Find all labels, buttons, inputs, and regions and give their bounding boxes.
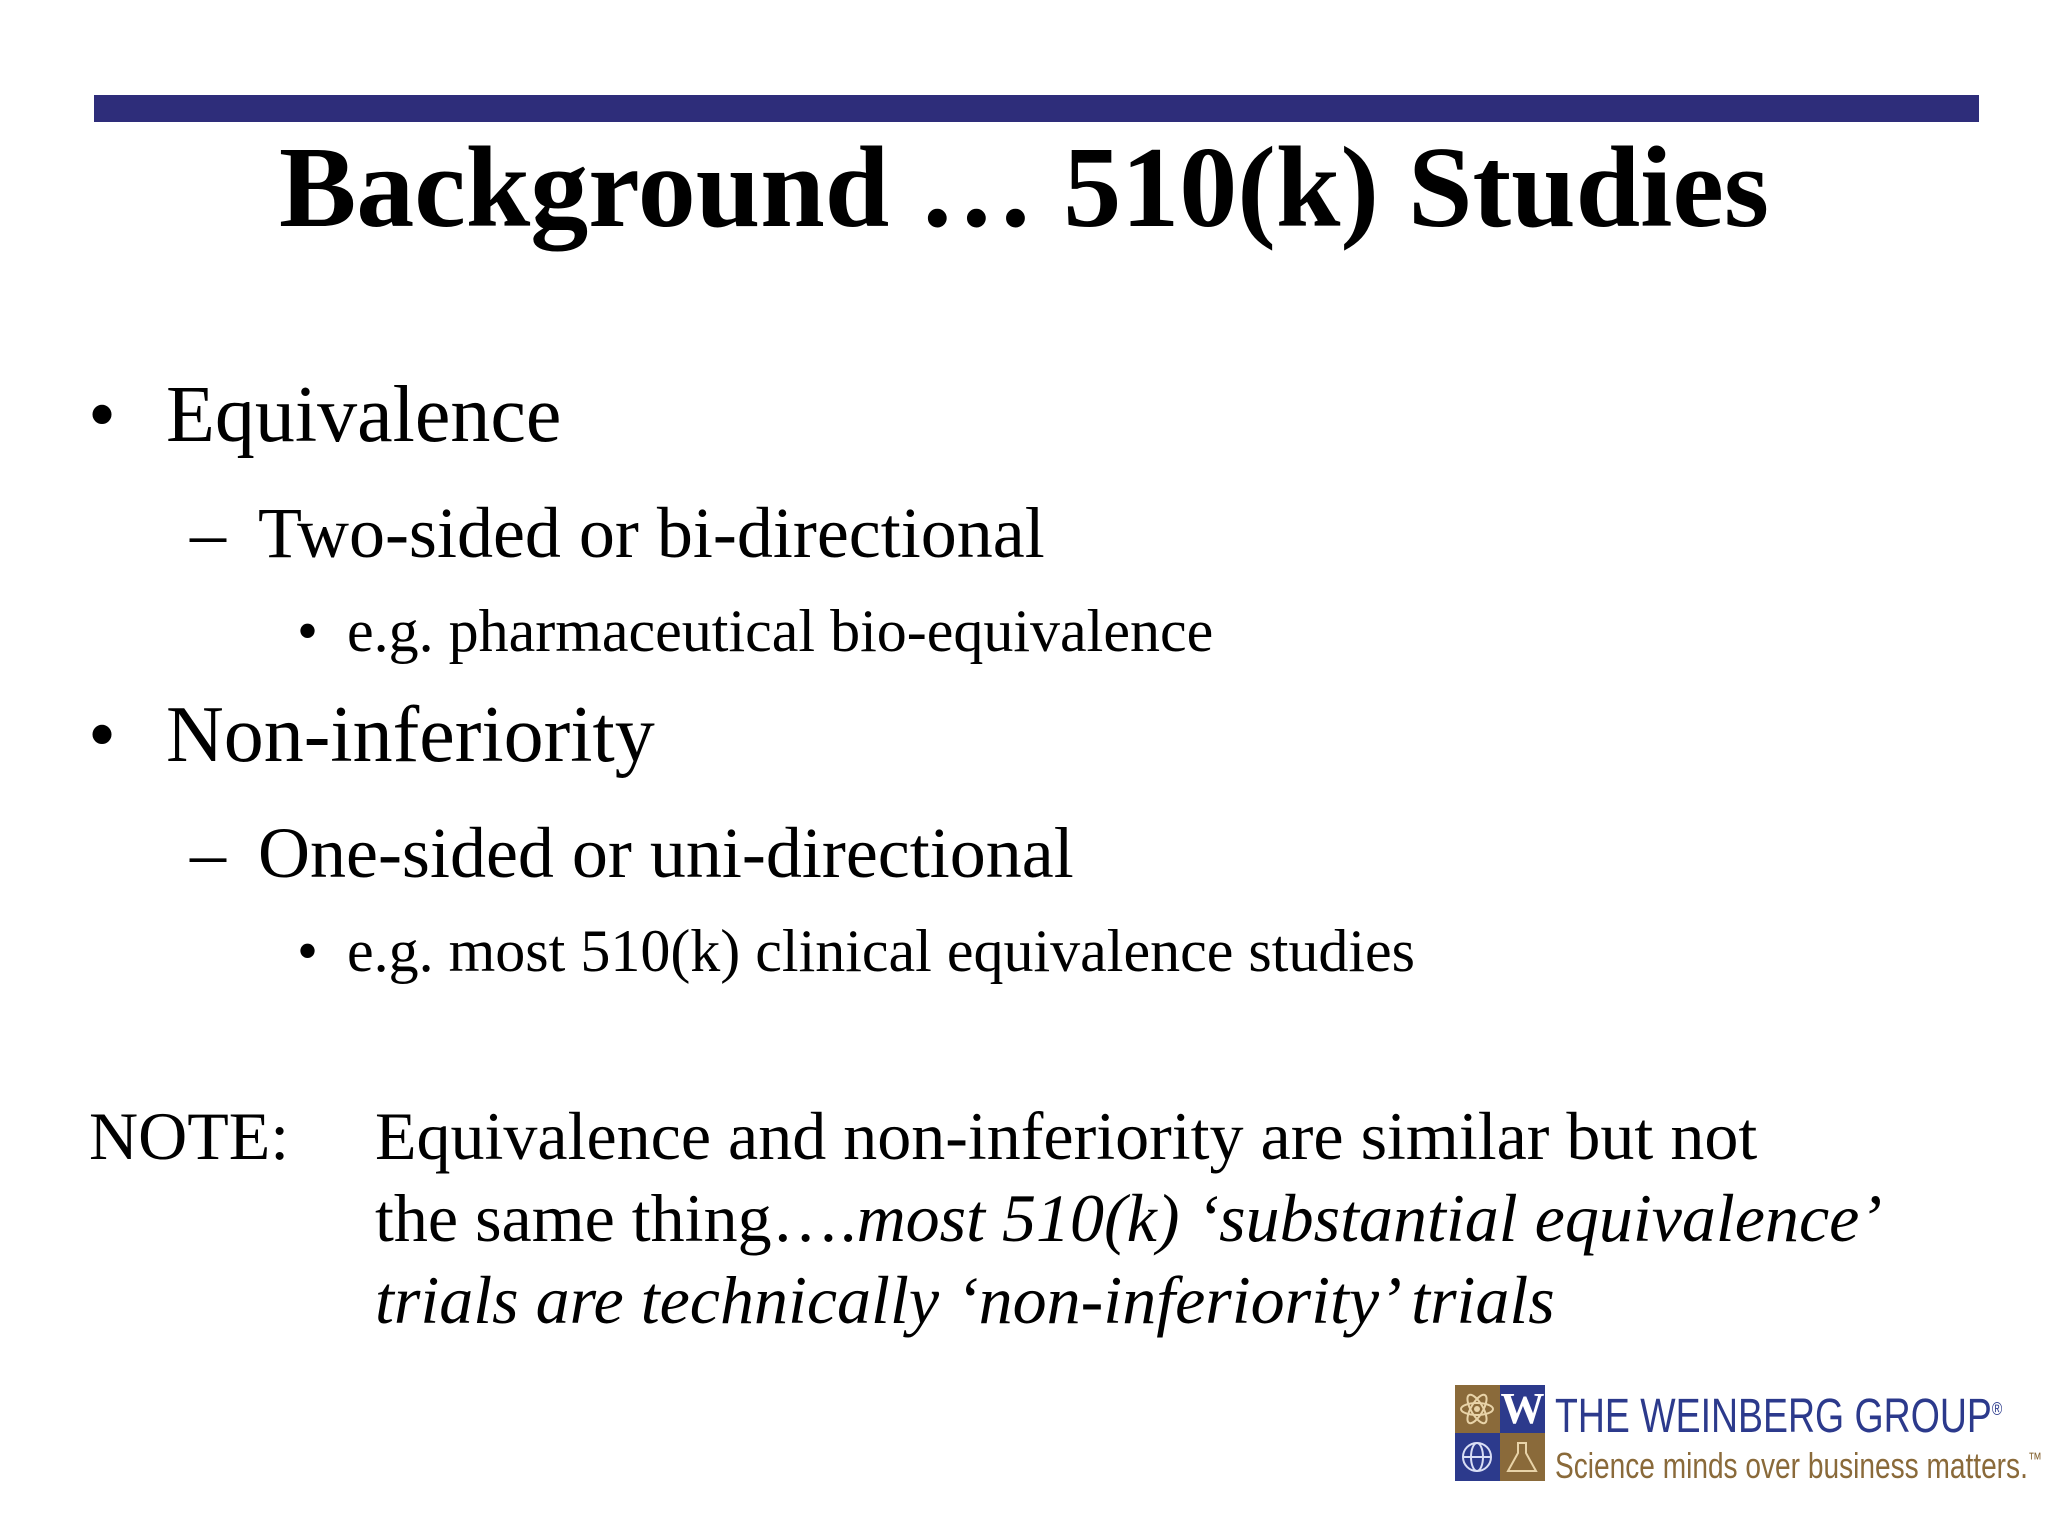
logo-tagline-text: Science minds over business matters. (1555, 1445, 2028, 1486)
note-line-2 (375, 1177, 1882, 1259)
bullet-dot: • (88, 371, 117, 459)
globe-icon (1455, 1433, 1500, 1481)
note-line-2-italic: most 510(k) ‘substantial equivalence’ (856, 1180, 1882, 1256)
example-510k (297, 913, 1416, 989)
sub-item-label: One-sided or uni-directional (258, 813, 1074, 893)
bullet-label: Equivalence (166, 371, 562, 459)
logo-name-text: THE WEINBERG GROUP (1555, 1390, 1992, 1443)
atom-icon (1455, 1385, 1500, 1433)
logo-letter: W (1500, 1384, 1545, 1433)
note-body (375, 1095, 1882, 1341)
dash-marker: – (190, 813, 226, 893)
bullet-label: Non-inferiority (166, 691, 655, 779)
example-pharma (297, 593, 1214, 669)
slide-title: Background … 510(k) Studies (278, 124, 1770, 252)
trademark-mark: ™ (2027, 1449, 2042, 1469)
logo-mark-icon (1455, 1385, 1545, 1481)
sub-item-two-sided (190, 488, 1045, 578)
bullet-dot: • (88, 691, 117, 779)
logo-tagline (1555, 1437, 2042, 1488)
bullet-dot: • (297, 918, 319, 984)
registered-mark: ® (1991, 1399, 2003, 1419)
sub-item-one-sided (190, 808, 1074, 898)
note-line-1: Equivalence and non-inferiority are similar but not (375, 1098, 1758, 1174)
weinberg-group-logo (1455, 1384, 2042, 1486)
note-line-2-plain: the same thing…. (375, 1180, 857, 1256)
note-label: NOTE: (89, 1098, 290, 1174)
note-line-3-italic: trials are technically ‘non-inferiority’ trials (375, 1262, 1555, 1338)
example-label: e.g. most 510(k) clinical equivalence studies (347, 918, 1416, 984)
dash-marker: – (190, 493, 226, 573)
sub-item-label: Two-sided or bi-directional (258, 493, 1045, 573)
note-line-3 (375, 1259, 1875, 1341)
bullet-dot: • (297, 598, 319, 664)
example-label: e.g. pharmaceutical bio-equivalence (347, 598, 1214, 664)
flask-icon (1500, 1433, 1545, 1481)
bullet-non-inferiority (88, 685, 655, 785)
bullet-equivalence (88, 365, 562, 465)
logo-company-name (1555, 1381, 2002, 1445)
